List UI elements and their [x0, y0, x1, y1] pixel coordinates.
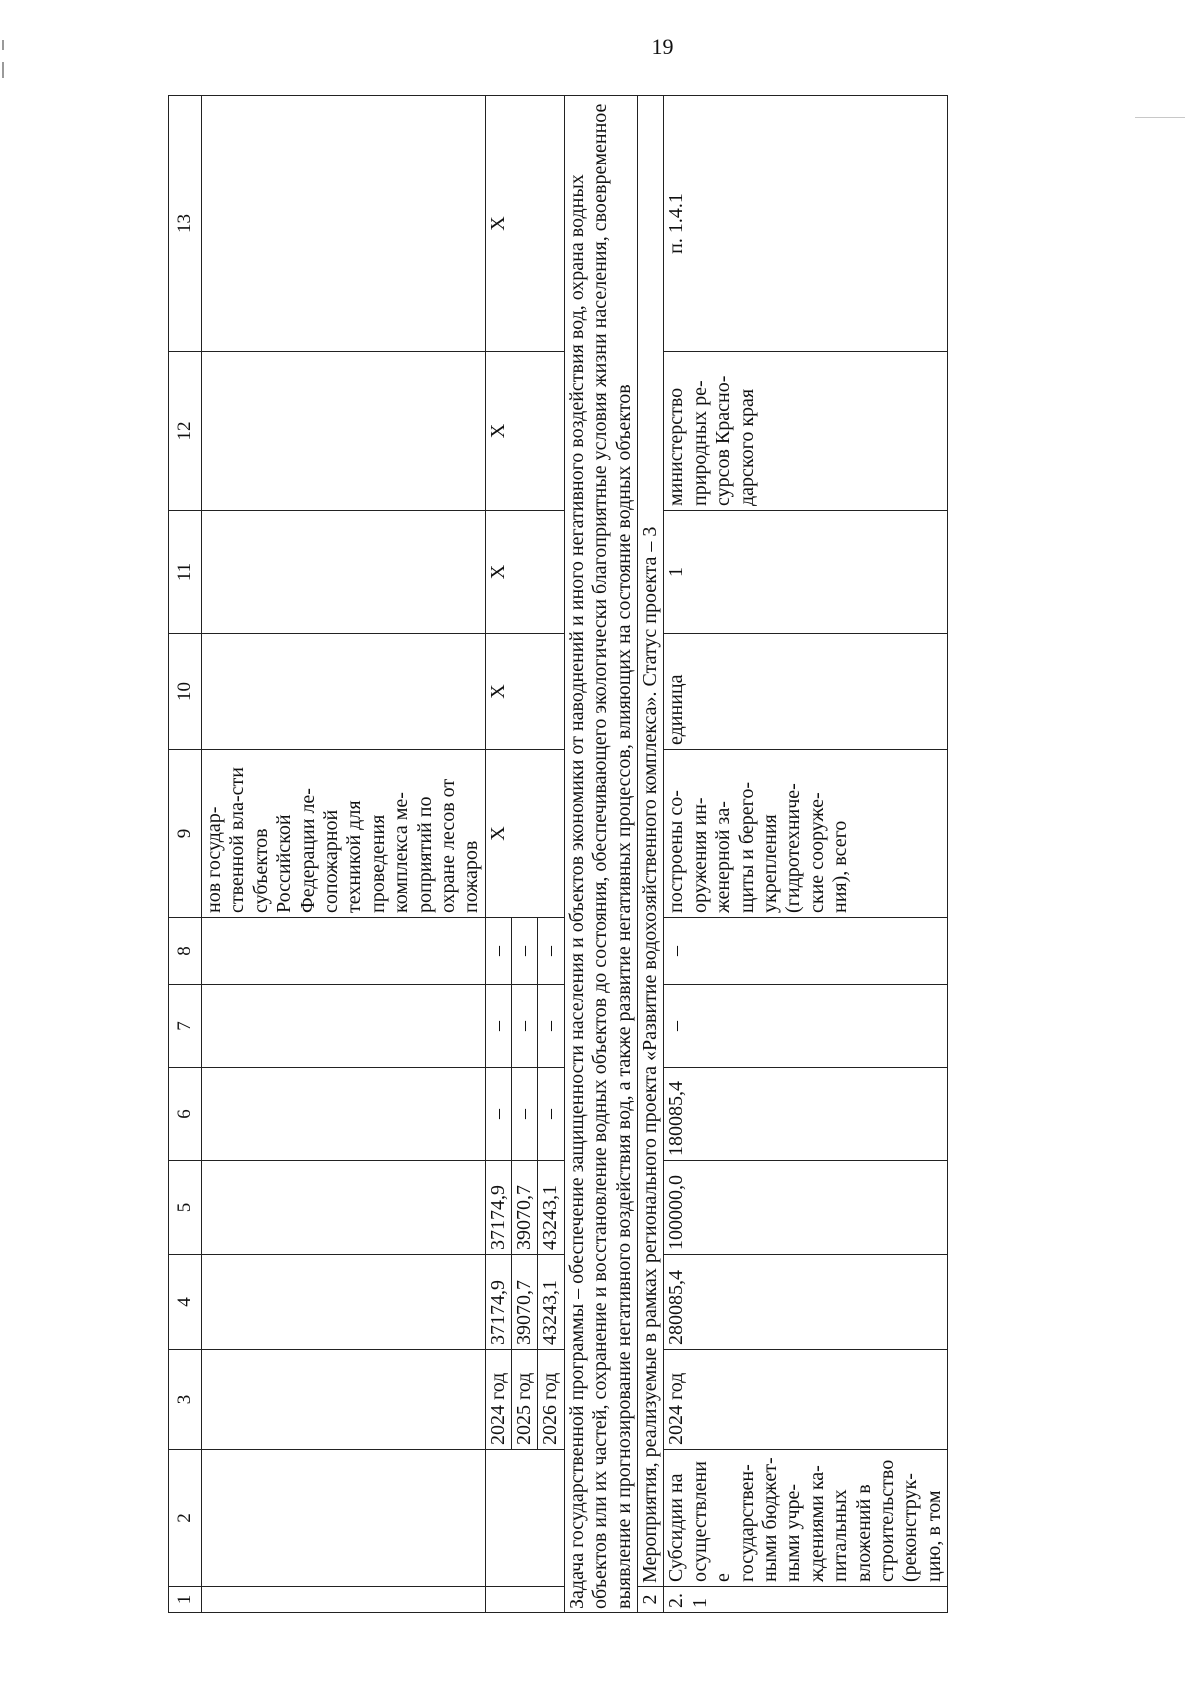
column-header: 10	[169, 634, 202, 750]
cell	[202, 918, 486, 985]
rotated-table-container	[168, 96, 1023, 1613]
section-number: 2	[638, 1587, 664, 1613]
row-number: 2.1	[664, 1587, 948, 1613]
cell	[202, 634, 486, 750]
value-cell: 39070,7	[512, 1255, 538, 1350]
cell	[202, 1587, 486, 1613]
cell	[485, 1450, 564, 1587]
scan-artifact	[1135, 117, 1185, 118]
measure-name: Субсидии на осуществление государствен-ными бюджет-ными учре-ждениями ка-питальных вложений в строительство (реконструк-цию, в том	[664, 1450, 948, 1587]
column-header: 7	[169, 985, 202, 1068]
value-cell: –	[538, 918, 564, 985]
value-cell: –	[512, 985, 538, 1068]
column-header: 13	[169, 96, 202, 352]
value-cell: –	[485, 985, 511, 1068]
indicator-cell: построены со-оружения ин-женерной за-щиты и берего-укрепления (гидротехниче-ские сооруже-ния), всего	[664, 750, 948, 918]
table-row	[485, 96, 511, 1613]
page-number: 19	[651, 34, 674, 59]
column-header: 12	[169, 352, 202, 511]
value-cell: 43243,1	[538, 1161, 564, 1255]
value-cell: –	[538, 985, 564, 1068]
column-header: 11	[169, 511, 202, 634]
column-header: 6	[169, 1068, 202, 1161]
value-cell: 280085,4	[664, 1255, 948, 1350]
column-header: 9	[169, 750, 202, 918]
header-row	[169, 96, 202, 1613]
value-cell: 37174,9	[485, 1161, 511, 1255]
value-cell: 180085,4	[664, 1068, 948, 1161]
year-cell: 2024 год	[485, 1350, 511, 1450]
value-cell: 43243,1	[538, 1255, 564, 1350]
cell	[202, 96, 486, 352]
column-header: 2	[169, 1450, 202, 1587]
value-cell: –	[512, 1068, 538, 1161]
value-cell: 1	[664, 511, 948, 634]
cell	[202, 511, 486, 634]
value-cell: Х	[485, 634, 564, 750]
program-table	[168, 95, 948, 1613]
value-cell: –	[664, 918, 948, 985]
column-header: 3	[169, 1350, 202, 1450]
value-cell: Х	[485, 352, 564, 511]
year-cell: 2026 год	[538, 1350, 564, 1450]
cell	[202, 1161, 486, 1255]
value-cell: –	[485, 1068, 511, 1161]
value-cell: 37174,9	[485, 1255, 511, 1350]
reference-cell: п. 1.4.1	[664, 96, 948, 352]
table-row	[664, 96, 948, 1613]
section-row	[638, 96, 664, 1613]
value-cell: –	[512, 918, 538, 985]
year-cell: 2025 год	[512, 1350, 538, 1450]
value-cell: –	[664, 985, 948, 1068]
table-row	[202, 96, 486, 1613]
task-description: Задача государственной программы – обеспечение защищенности населения и объектов экономики от наводнений и иного негативного воздействия вод, охрана водных объектов или их частей, сохранение и восстановление водных объектов до состояния, обеспечивающего экологически благоприятные условия жизни населения, своевременное выявление и прогнозирование негативного воздействия вод, а также развитие негативных процессов, влияющих на состояние водных объектов	[564, 96, 637, 1613]
cell	[202, 985, 486, 1068]
column-header: 5	[169, 1161, 202, 1255]
value-cell: –	[538, 1068, 564, 1161]
value-cell: 100000,0	[664, 1161, 948, 1255]
scan-artifact	[2, 62, 4, 78]
executor-cell: министерство природных ре-сурсов Красно-дарского края	[664, 352, 948, 511]
scan-artifact	[2, 40, 4, 50]
cell	[202, 1450, 486, 1587]
cell	[202, 352, 486, 511]
cell	[202, 1255, 486, 1350]
value-cell: Х	[485, 96, 564, 352]
unit-cell: единица	[664, 634, 948, 750]
value-cell: Х	[485, 511, 564, 634]
column-header: 1	[169, 1587, 202, 1613]
cell	[202, 1068, 486, 1161]
column-header: 8	[169, 918, 202, 985]
value-cell: Х	[485, 750, 564, 918]
cell	[202, 1350, 486, 1450]
value-cell: 39070,7	[512, 1161, 538, 1255]
task-row	[564, 96, 637, 1613]
indicator-cell: нов государ-ственной вла-сти субъектов Российской Федерации ле-сопожарной техникой для проведения комплекса ме-роприятий по охране лесов от пожаров	[202, 750, 486, 918]
value-cell: –	[485, 918, 511, 985]
section-title: Мероприятия, реализуемые в рамках регионального проекта «Развитие водохозяйственного комплекса». Статус проекта – 3	[638, 96, 664, 1587]
column-header: 4	[169, 1255, 202, 1350]
year-cell: 2024 год	[664, 1350, 948, 1450]
cell	[485, 1587, 564, 1613]
